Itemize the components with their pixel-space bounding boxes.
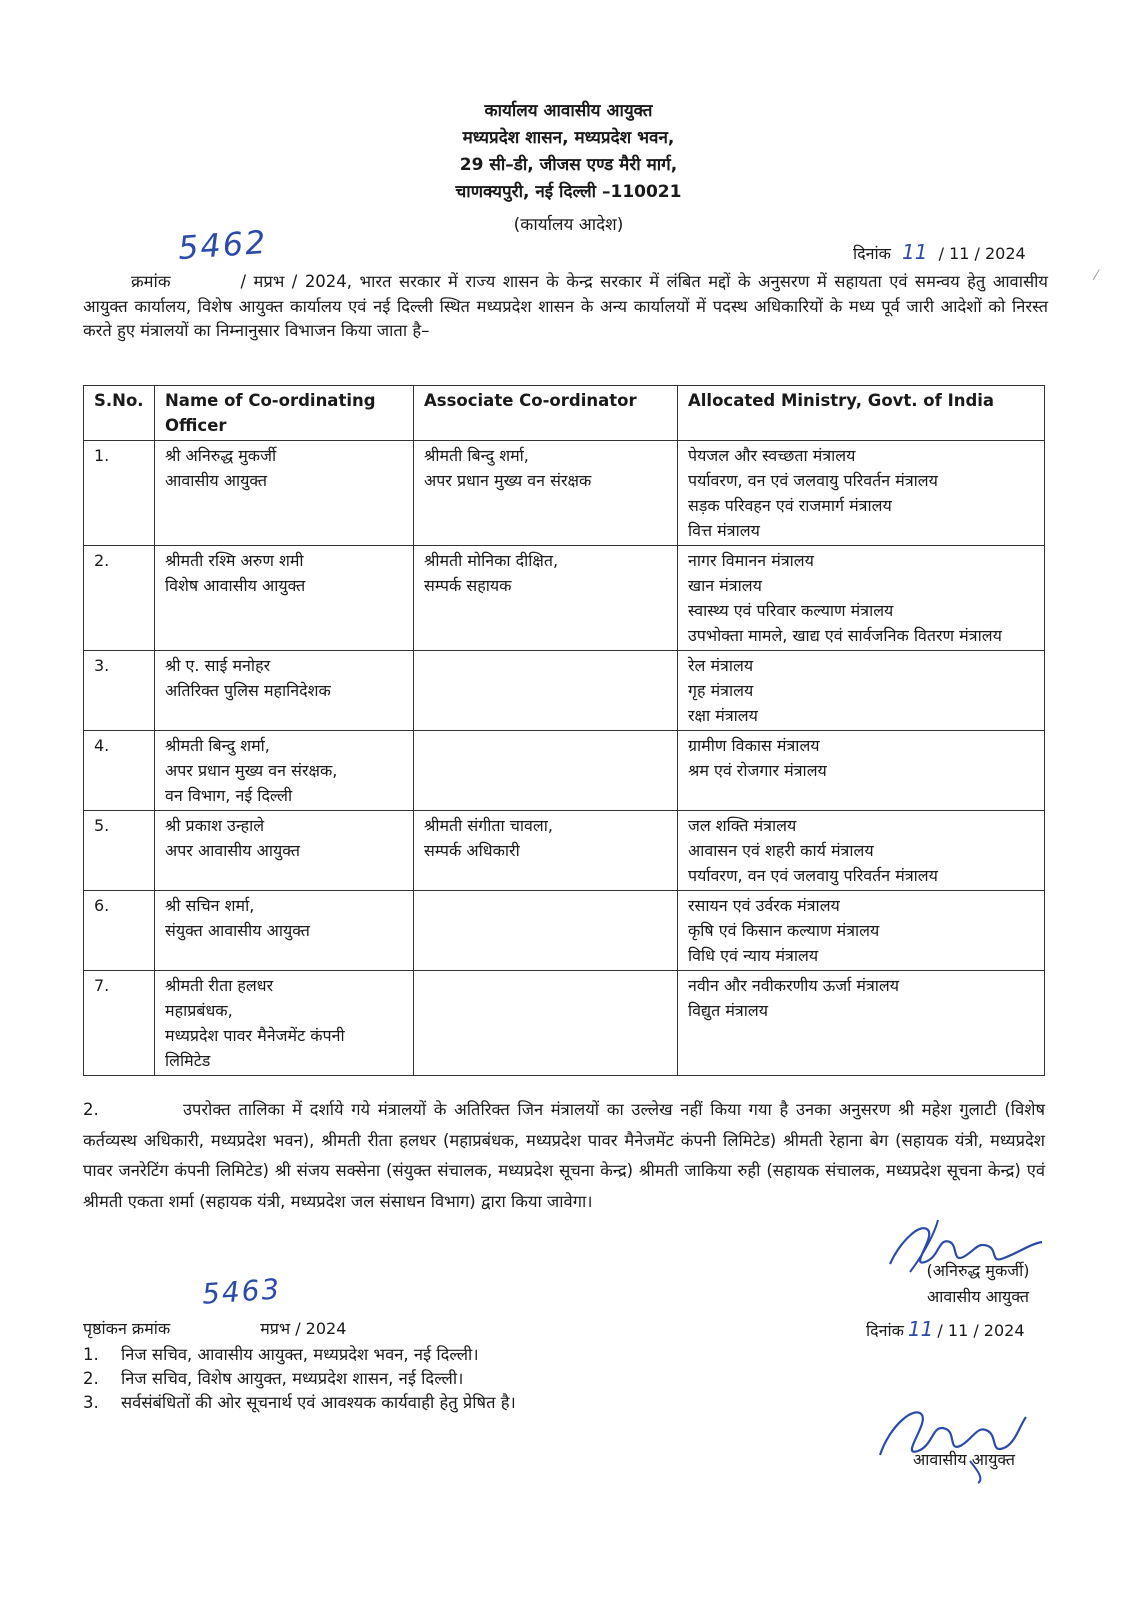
handwritten-date-day: 11 [907,1317,934,1341]
cell-officer-line: अतिरिक्त पुलिस महानिदेशक [165,681,331,700]
cell-ministry-line: रेल मंत्रालय [688,656,754,675]
date-rest: / 11 / 2024 [937,1321,1025,1340]
cell-ministry-line: रक्षा मंत्रालय [688,706,758,725]
table-row [84,891,1045,971]
cell-sno: 6. [84,891,155,971]
endorsement-line [83,1317,346,1339]
cell-officer-line: श्री प्रकाश उन्हाले [165,816,265,835]
header-line: 29 सी–डी, जीजस एण्ड मैरी मार्ग, [459,155,678,175]
signatory-designation-2: आवासीय आयुक्त [913,1450,1016,1469]
cell-officer-line: आवासीय आयुक्त [165,471,268,490]
cell-ministry [678,651,1045,731]
cell-officer [155,811,414,891]
cell-associate [414,891,678,971]
cell-officer [155,891,414,971]
cell-ministry-line: स्वास्थ्य एवं परिवार कल्याण मंत्रालय [688,601,894,620]
copy-list [83,1343,983,1415]
margin-mark: ⁄ [1095,268,1098,284]
intro-paragraph [83,270,1048,344]
cell-associate-line: श्रीमती मोनिका दीक्षित, [424,551,559,570]
cell-officer [155,971,414,1076]
cell-officer-line: लिमिटेड [165,1051,211,1070]
cell-sno: 5. [84,811,155,891]
handwritten-endorsement-number: 5463 [200,1272,283,1311]
cell-associate [414,971,678,1076]
cell-officer-line: वन विभाग, नई दिल्ली [165,786,293,805]
cell-ministry-line: श्रम एवं रोजगार मंत्रालय [688,761,827,780]
cell-sno: 3. [84,651,155,731]
cell-officer-line: महाप्रबंधक, [165,1001,233,1020]
cell-associate [414,546,678,651]
cell-associate [414,441,678,546]
cell-ministry-line: विधि एवं न्याय मंत्रालय [688,946,819,965]
cell-ministry-line: विद्युत मंत्रालय [688,1001,768,1020]
header-sno: S.No. [84,386,155,441]
cell-ministry-line: नागर विमानन मंत्रालय [688,551,814,570]
order-date [853,240,1026,264]
cell-sno: 2. [84,546,155,651]
cell-officer [155,441,414,546]
endorsement-date [866,1317,1025,1341]
header-associate: Associate Co-ordinator [414,386,678,441]
cell-associate-line: सम्पर्क सहायक [424,576,512,595]
date-label: दिनांक [853,244,891,263]
handwritten-order-number: 5462 [176,222,269,268]
endorsement-label: पृष्ठांकन क्रमांक [83,1319,171,1338]
cell-officer-line: श्रीमती रश्मि अरुण शमी [165,551,304,570]
list-item: 2. निज सचिव, विशेष आयुक्त, मध्यप्रदेश शासन, नई दिल्ली। [83,1369,464,1388]
krmank-label: क्रमांक [131,272,171,291]
date-rest: / 11 / 2024 [938,244,1026,263]
cell-officer-line: अपर प्रधान मुख्य वन संरक्षक, [165,761,338,780]
table-row [84,441,1045,546]
cell-officer-line: संयुक्त आवासीय आयुक्त [165,921,310,940]
office-header [0,98,1137,206]
cell-ministry-line: नवीन और नवीकरणीय ऊर्जा मंत्रालय [688,976,900,995]
signature-scribble-2 [860,1395,1030,1485]
header-line: कार्यालय आवासीय आयुक्त [484,101,653,121]
cell-ministry [678,546,1045,651]
cell-ministry-line: पर्यावरण, वन एवं जलवायु परिवर्तन मंत्रालय [688,471,938,490]
cell-ministry-line: वित्त मंत्रालय [688,521,760,540]
cell-sno: 4. [84,731,155,811]
signature-block-1 [908,1258,1048,1310]
header-line: चाणक्यपुरी, नई दिल्ली –110021 [455,182,682,202]
intro-ref: / मप्रभ / 2024, [240,272,353,291]
cell-ministry-line: कृषि एवं किसान कल्याण मंत्रालय [688,921,880,940]
cell-associate-line: अपर प्रधान मुख्य वन संरक्षक [424,471,592,490]
cell-officer-line: श्री अनिरुद्ध मुकर्जी [165,446,277,465]
cell-ministry-line: सड़क परिवहन एवं राजमार्ग मंत्रालय [688,496,892,515]
cell-ministry [678,731,1045,811]
cell-associate [414,731,678,811]
cell-officer-line: श्रीमती बिन्दु शर्मा, [165,736,270,755]
table-row [84,546,1045,651]
cell-associate-line: सम्पर्क अधिकारी [424,841,520,860]
cell-officer-line: श्री सचिन शर्मा, [165,896,255,915]
cell-associate [414,651,678,731]
signatory-designation: आवासीय आयुक्त [926,1287,1030,1306]
cell-ministry-line: खान मंत्रालय [688,576,762,595]
cell-associate [414,811,678,891]
cell-ministry [678,891,1045,971]
paragraph-number: 2. [83,1100,99,1119]
cell-associate-line: श्रीमती संगीता चावला, [424,816,553,835]
cell-ministry-line: रसायन एवं उर्वरक मंत्रालय [688,896,840,915]
table-row [84,651,1045,731]
intro-text: भारत सरकार में राज्य शासन के केन्द्र सरकार में लंबित मद्दों के अनुसरण में सहायता एवं समन्वय हेतु आवासीय आयुक्त कार्यालय, विशेष आयुक्त कार्यालय एवं नई दिल्ली स्थित मध्यप्रदेश शासन के अन्य कार्यालयों में पदस्थ अधिकारियों के मध्य पूर्व जारी आदेशों को निरस्त करते हुए मंत्रालयों का निम्नानुसार विभाजन किया जाता है– [83,272,1049,340]
cell-ministry-line: आवासन एवं शहरी कार्य मंत्रालय [688,841,874,860]
cell-officer-line: विशेष आवासीय आयुक्त [165,576,306,595]
cell-officer [155,731,414,811]
date-label: दिनांक [866,1321,904,1340]
list-item: 3. सर्वसंबंधितों की ओर सूचनार्थ एवं आवश्यक कार्यवाही हेतु प्रेषित है। [83,1393,516,1412]
cell-ministry-line: ग्रामीण विकास मंत्रालय [688,736,820,755]
list-item: 1. निज सचिव, आवासीय आयुक्त, मध्यप्रदेश भवन, नई दिल्ली। [83,1345,479,1364]
header-line: मध्यप्रदेश शासन, मध्यप्रदेश भवन, [462,128,675,148]
cell-officer-line: श्री ए. साई मनोहर [165,656,271,675]
paragraph-2 [83,1095,1045,1217]
header-officer: Name of Co-ordinating Officer [155,386,414,441]
cell-ministry [678,811,1045,891]
order-title: (कार्यालय आदेश) [513,215,624,235]
header-ministry: Allocated Ministry, Govt. of India [678,386,1045,441]
table-row [84,811,1045,891]
cell-officer-line: मध्यप्रदेश पावर मैनेजमेंट कंपनी [165,1026,345,1045]
cell-ministry-line: जल शक्ति मंत्रालय [688,816,797,835]
cell-officer-line: श्रीमती रीता हलधर [165,976,274,995]
cell-ministry-line: पेयजल और स्वच्छता मंत्रालय [688,446,856,465]
cell-ministry-line: पर्यावरण, वन एवं जलवायु परिवर्तन मंत्रालय [688,866,938,885]
paragraph-text: उपरोक्त तालिका में दर्शाये गये मंत्रालयों के अतिरिक्त जिन मंत्रालयों का उल्लेख नहीं किया गया है उनका अनुसरण श्री महेश गुलाटी (विशेष कर्तव्यस्थ अधिकारी, मध्यप्रदेश भवन), श्रीमती रीता हलधर (महाप्रबंधक, मध्यप्रदेश पावर मैनेजमेंट कंपनी लिमिटेड) श्रीमती रेहाना बेग (सहायक यंत्री, मध्यप्रदेश पावर जनरेटिंग कंपनी लिमिटेड) श्री संजय सक्सेना (संयुक्त संचालक, मध्यप्रदेश सूचना केन्द्र) श्रीमती जाकिया रुही (सहायक संचालक, मध्यप्रदेश सूचना केन्द्र) एवं श्रीमती एकता शर्मा (सहायक यंत्री, मध्यप्रदेश जल संसाधन विभाग) द्वारा किया जावेगा। [83,1100,1046,1211]
cell-ministry [678,441,1045,546]
table-row [84,971,1045,1076]
cell-sno: 7. [84,971,155,1076]
table-row [84,731,1045,811]
cell-officer [155,546,414,651]
cell-officer-line: अपर आवासीय आयुक्त [165,841,300,860]
cell-ministry-line: गृह मंत्रालय [688,681,754,700]
cell-officer [155,651,414,731]
table-header-row [84,386,1045,441]
cell-associate-line: श्रीमती बिन्दु शर्मा, [424,446,529,465]
cell-sno: 1. [84,441,155,546]
signatory-name: (अनिरुद्ध मुकर्जी) [926,1261,1030,1280]
cell-ministry [678,971,1045,1076]
cell-ministry-line: उपभोक्ता मामले, खाद्य एवं सार्वजनिक वितरण मंत्रालय [688,626,1002,645]
handwritten-date-day: 11 [902,240,928,264]
ministry-allocation-table [83,385,1045,1076]
endorsement-ref: मप्रभ / 2024 [260,1319,347,1338]
